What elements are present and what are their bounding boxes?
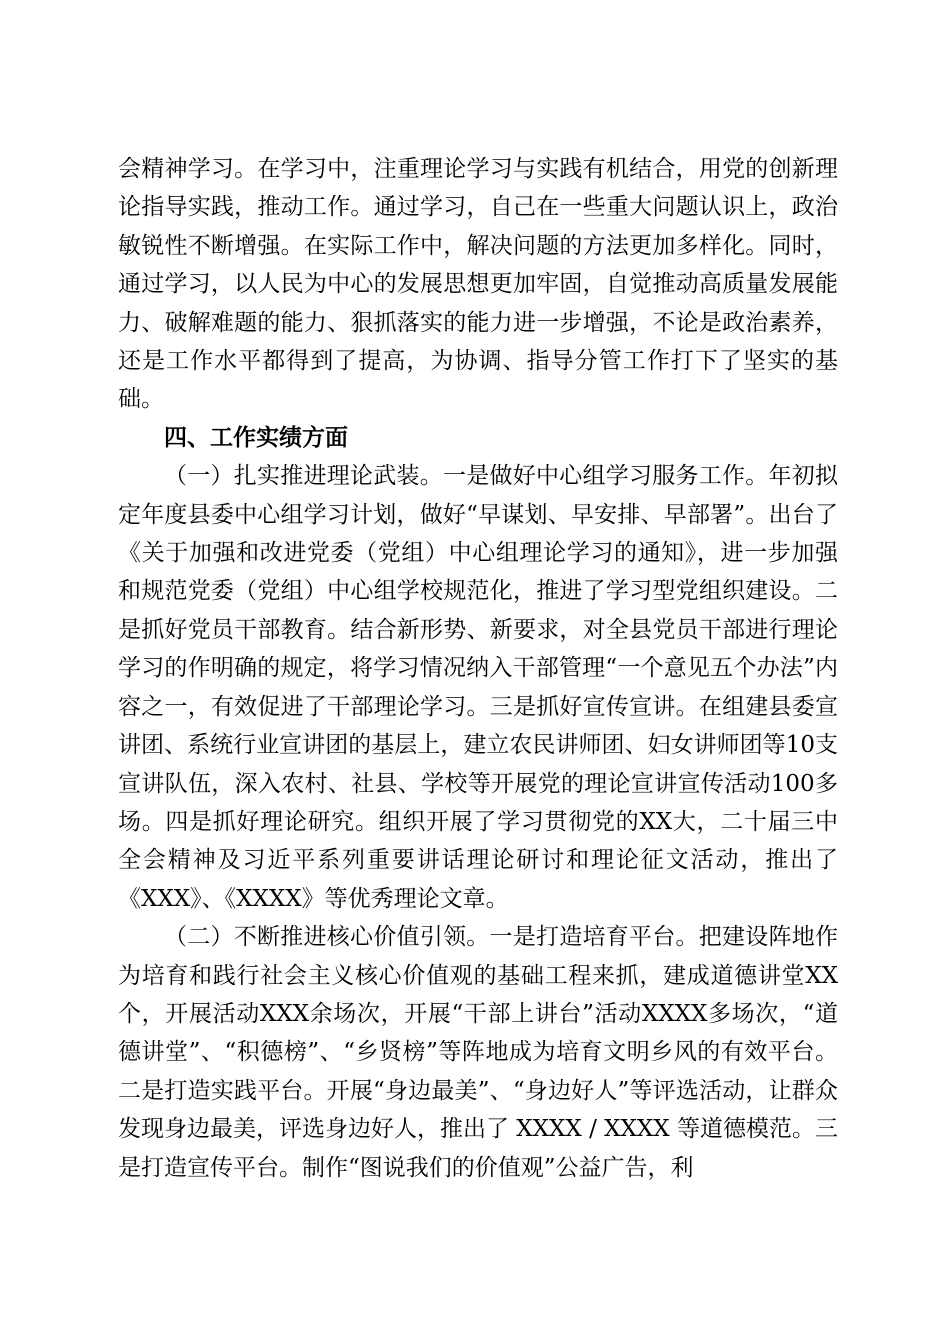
document-body — [118, 150, 838, 1187]
paragraph-theory-armament: （一）扎实推进理论武装。一是做好中心组学习服务工作。年初拟定年度县委中心组学习计划，做好“早谋划、早安排、早部署”。出台了《关于加强和改进党委（党组）中心组理论学习的通知》，进一步加强和规范党委（党组）中心组学校规范化，推进了学习型党组织建设。二是抓好党员干部教育。结合新形势、新要求，对全县党员干部进行理论学习的作明确的规定，将学习情况纳入干部管理“一个意见五个办法”内容之一，有效促进了干部理论学习。三是抓好宣传宣讲。在组建县委宣讲团、系统行业宣讲团的基层上，建立农民讲师团、妇女讲师团等10支宣讲队伍，深入农村、社县、学校等开展党的理论宣讲宣传活动100多场。四是抓好理论研究。组织开展了学习贯彻党的XX大，二十届三中全会精神及习近平系列重要讲话理论研讨和理论征文活动，推出了《XXX》、《XXXX》等优秀理论文章。 — [118, 463, 838, 912]
paragraph-study-continuation: 会精神学习。在学习中，注重理论学习与实践有机结合，用党的创新理论指导实践，推动工作。通过学习，自己在一些重大问题认识上，政治敏锐性不断增强。在实际工作中，解决问题的方法更加多样化。同时，通过学习，以人民为中心的发展思想更加牢固，自觉推动高质量发展能力、破解难题的能力、狠抓落实的能力进一步增强，不论是政治素养，还是工作水平都得到了提高，为协调、指导分管工作打下了坚实的基础。 — [118, 156, 838, 413]
section-heading-work-results: 四、工作实绩方面 — [164, 424, 348, 451]
paragraph-core-values: （二）不断推进核心价值引领。一是打造培育平台。把建设阵地作为培育和践行社会主义核心价值观的基础工程来抓，建成道德讲堂XX个，开展活动XXX余场次，开展“干部上讲台”活动XXXX多场次，“道德讲堂”、“积德榜”、“乡贤榜”等阵地成为培育文明乡风的有效平台。二是打造实践平台。开展“身边最美”、“身边好人”等评选活动，让群众发现身边最美，评选身边好人，推出了 XXXX / XXXX 等道德模范。三是打造宣传平台。制作“图说我们的价值观”公益广告，利 — [118, 924, 838, 1181]
